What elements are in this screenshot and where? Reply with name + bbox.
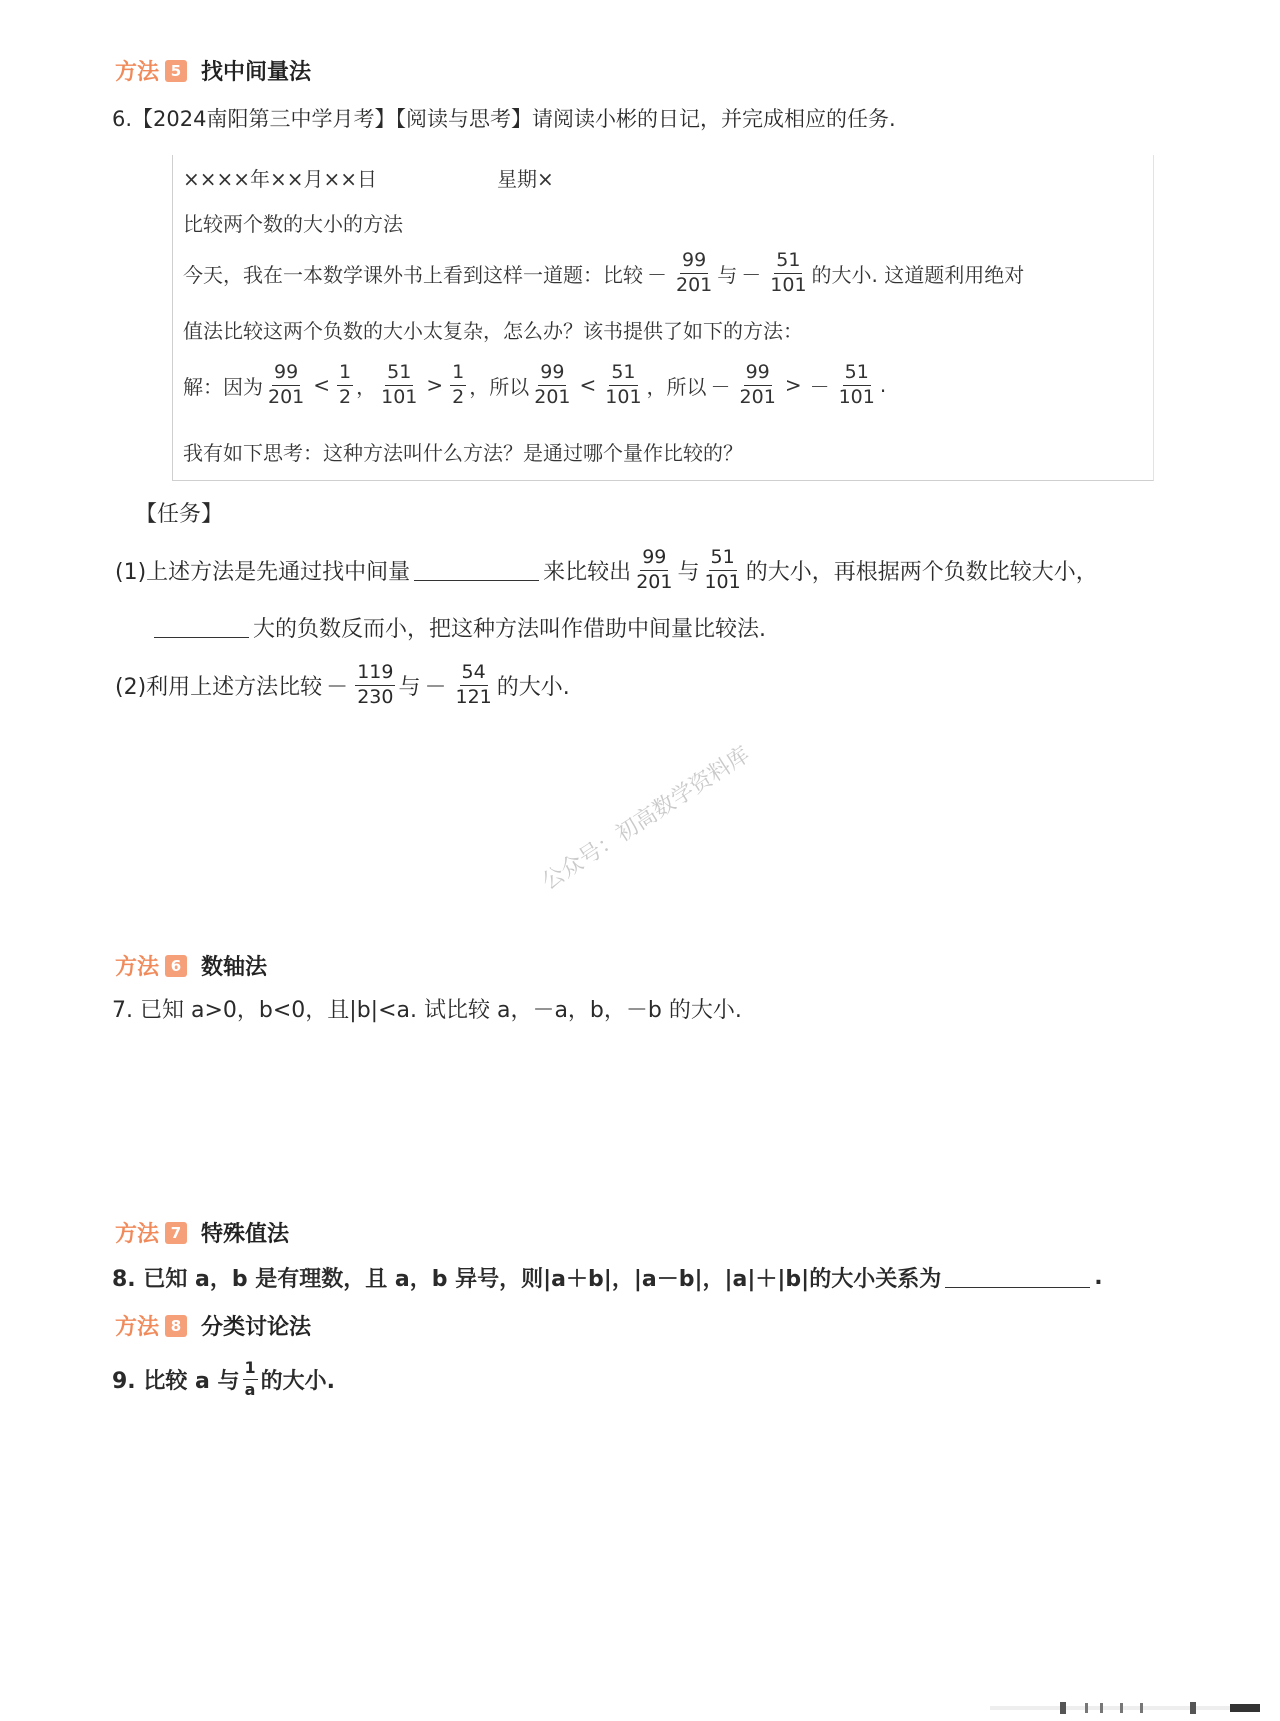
fraction: $\frac{1}{a}$ bbox=[244, 1358, 256, 1399]
fraction: $\frac{1}{2}$ bbox=[452, 361, 465, 408]
method-title: 特殊值法 bbox=[201, 1222, 290, 1247]
method-header-6 bbox=[115, 950, 267, 981]
fraction: $\frac{119}{230}$ bbox=[357, 661, 394, 708]
q6-header: 6.【2024南阳第三中学月考】【阅读与思考】请阅读小彬的日记，并完成相应的任务. bbox=[112, 107, 896, 131]
diary-line4: 我有如下思考：这种方法叫什么方法？是通过哪个量作比较的？ bbox=[183, 441, 743, 465]
method-header-5 bbox=[115, 55, 311, 86]
method-tag: 方法 bbox=[115, 1315, 160, 1340]
diary-line1: 今天，我在一本数学课外书上看到这样一道题：比较 － $\frac{99}{201}$ 与 － $\frac{51}{101}$ 的大小. 这道题利用绝对 bbox=[183, 249, 1025, 296]
answer-blank[interactable] bbox=[154, 617, 249, 638]
method-number: 8 bbox=[165, 1315, 187, 1337]
q9: 9. 比较 a 与 $\frac{1}{a}$ 的大小. bbox=[112, 1358, 335, 1399]
answer-blank[interactable] bbox=[945, 1267, 1090, 1288]
fraction: $\frac{51}{101}$ bbox=[838, 361, 875, 408]
fraction: $\frac{54}{121}$ bbox=[455, 661, 492, 708]
method-title: 数轴法 bbox=[201, 955, 268, 980]
fraction: $\frac{99}{201}$ bbox=[268, 361, 305, 408]
method-title: 分类讨论法 bbox=[201, 1315, 312, 1340]
method-header-8 bbox=[115, 1310, 311, 1341]
method-number: 5 bbox=[165, 60, 187, 82]
diary-box bbox=[172, 155, 1154, 481]
diary-title: 比较两个数的大小的方法 bbox=[183, 212, 403, 236]
fraction: $\frac{51}{101}$ bbox=[605, 361, 642, 408]
method-header-7 bbox=[115, 1217, 289, 1248]
task-label: 【任务】 bbox=[135, 502, 224, 527]
diary-solution: 解：因为 $\frac{99}{201}$ < $\frac{1}{2}$ ， $\frac{51}{101}$ > $\frac{1}{2}$ ，所以 $\frac{99}{201}$ < $\frac{51}{101}$ ，所以 － $\frac{99}{201}$ > － $\frac{51}{101}$ . bbox=[183, 361, 887, 408]
fraction: $\frac{99}{201}$ bbox=[636, 546, 673, 593]
fraction: $\frac{1}{2}$ bbox=[339, 361, 352, 408]
fraction: $\frac{99}{201}$ bbox=[676, 249, 713, 296]
fraction: $\frac{51}{101}$ bbox=[704, 546, 741, 593]
task-1-cont: 大的负数反而小，把这种方法叫作借助中间量比较法. bbox=[150, 612, 766, 643]
task-2: (2)利用上述方法比较 － $\frac{119}{230}$ 与 － $\frac{54}{121}$ 的大小. bbox=[115, 661, 570, 708]
method-tag: 方法 bbox=[115, 1222, 160, 1247]
fraction: $\frac{51}{101}$ bbox=[381, 361, 418, 408]
fraction: $\frac{99}{201}$ bbox=[739, 361, 776, 408]
diary-line2: 值法比较这两个负数的大小太复杂，怎么办？该书提供了如下的方法： bbox=[183, 319, 803, 343]
fraction: $\frac{99}{201}$ bbox=[534, 361, 571, 408]
q7: 7. 已知 a>0，b<0，且|b|<a. 试比较 a，－a，b，－b 的大小. bbox=[112, 998, 742, 1023]
diary-date: ××××年××月××日 星期× bbox=[183, 163, 554, 192]
method-number: 7 bbox=[165, 1222, 187, 1244]
answer-blank[interactable] bbox=[414, 560, 539, 581]
q8: 8. 已知 a，b 是有理数，且 a，b 异号，则|a＋b|，|a－b|，|a|＋|b|的大小关系为 . bbox=[112, 1265, 1103, 1292]
method-tag: 方法 bbox=[115, 955, 160, 980]
task-1: (1)上述方法是先通过找中间量 来比较出 $\frac{99}{201}$ 与 $\frac{51}{101}$ 的大小，再根据两个负数比较大小， bbox=[115, 546, 1098, 593]
watermark: 公众号：初高数学资料库 bbox=[537, 742, 755, 896]
fraction: $\frac{51}{101}$ bbox=[770, 249, 807, 296]
diary-weekday: 星期× bbox=[497, 167, 554, 191]
scrollbar-track[interactable] bbox=[990, 1702, 1260, 1714]
method-tag: 方法 bbox=[115, 60, 160, 85]
method-title: 找中间量法 bbox=[201, 60, 312, 85]
method-number: 6 bbox=[165, 955, 187, 977]
